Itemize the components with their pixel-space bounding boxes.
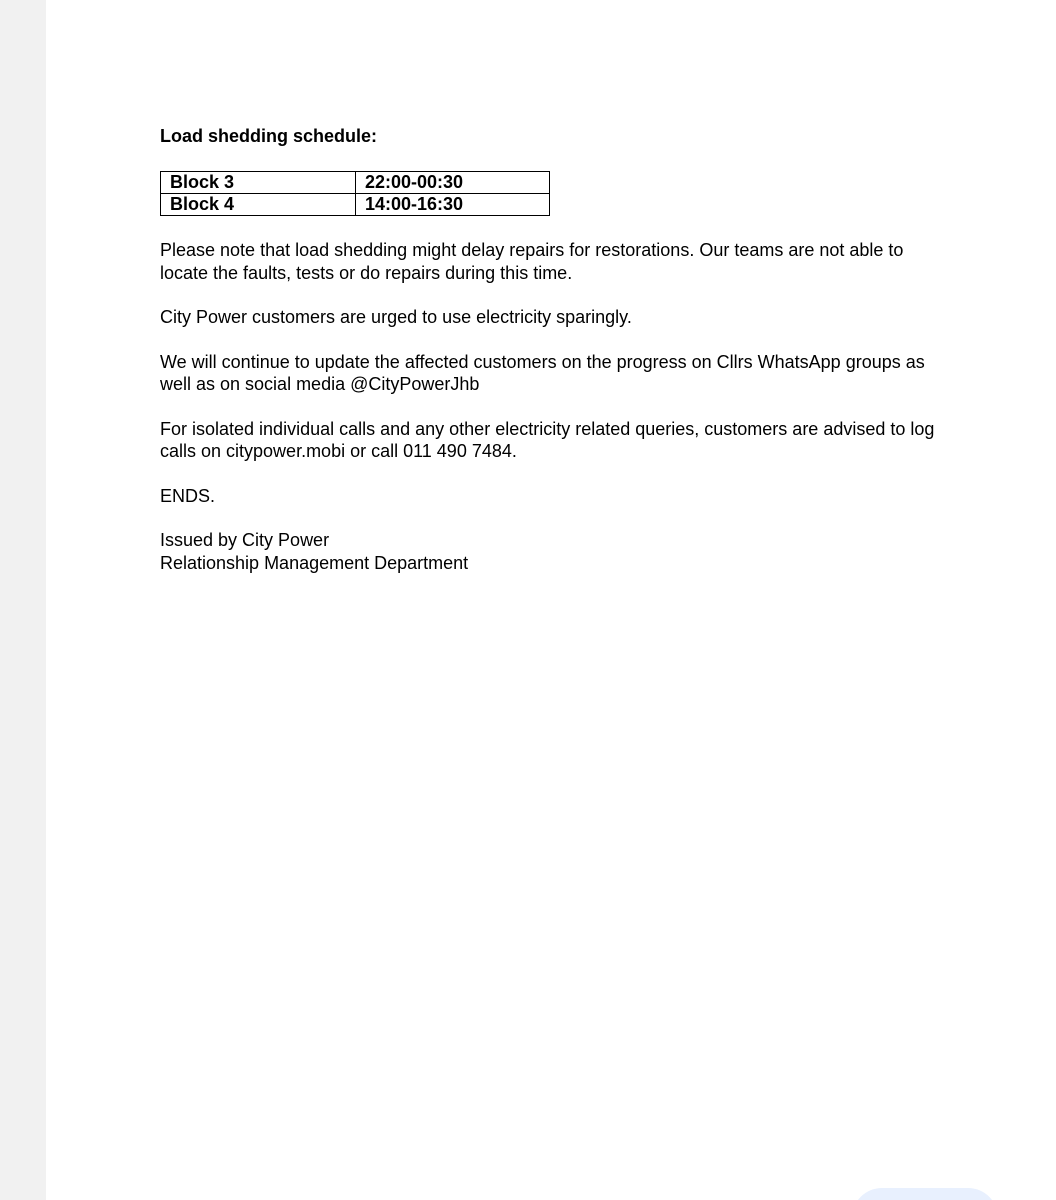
time-cell: 14:00-16:30 <box>356 194 550 216</box>
paragraph-line: Relationship Management Department <box>160 552 469 573</box>
viewer-left-gutter <box>0 0 46 1200</box>
paragraph-line: We will continue to update the affected customers on the progress on Cllrs WhatsApp groups as <box>160 351 925 372</box>
time-cell: 22:00-00:30 <box>356 172 550 194</box>
paragraph-line: City Power customers are urged to use electricity sparingly. <box>160 307 632 327</box>
block-cell: Block 3 <box>161 172 356 194</box>
paragraph-line: ENDS. <box>160 485 216 506</box>
use-sparingly-paragraph <box>160 306 1020 329</box>
paragraph-line: Please note that load shedding might delay repairs for restorations. Our teams are not able to <box>160 240 904 260</box>
table-row <box>161 172 550 194</box>
load-shedding-schedule-table <box>160 171 550 216</box>
paragraph-line: calls on citypower.mobi or call 011 490 7484. <box>160 441 517 461</box>
floating-action-button[interactable] <box>852 1188 998 1200</box>
document-content <box>160 124 1020 574</box>
schedule-heading: Load shedding schedule: <box>160 126 378 146</box>
paragraph-line: For isolated individual calls and any other electricity related queries, customers are advised to log <box>160 418 935 439</box>
ends-paragraph <box>160 485 1020 508</box>
repairs-delay-paragraph <box>160 239 1020 284</box>
paragraph-line: Issued by City Power <box>160 530 330 550</box>
table-row <box>161 194 550 216</box>
issued-by-paragraph <box>160 529 1020 574</box>
document-page[interactable] <box>46 0 1056 1200</box>
block-cell: Block 4 <box>161 194 356 216</box>
queries-paragraph <box>160 418 1020 463</box>
paragraph-line: well as on social media @CityPowerJhb <box>160 374 480 394</box>
updates-paragraph <box>160 351 1020 396</box>
paragraph-line: locate the faults, tests or do repairs during this time. <box>160 262 573 283</box>
